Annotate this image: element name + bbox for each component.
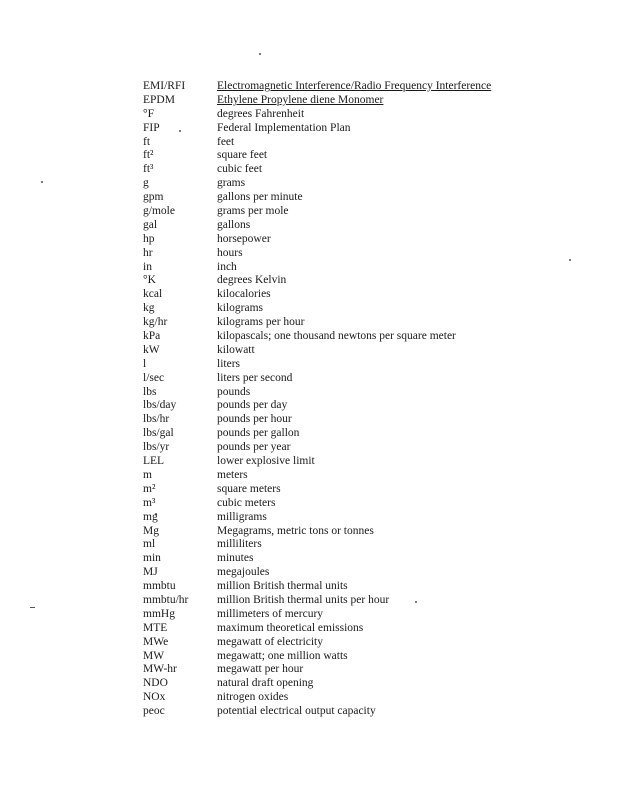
abbreviation: kg/hr xyxy=(143,316,168,329)
definition: kilograms per hour xyxy=(217,316,305,329)
abbreviation: mmbtu xyxy=(143,580,176,593)
glossary-row xyxy=(143,372,543,386)
definition: Federal Implementation Plan xyxy=(217,121,351,134)
glossary-row xyxy=(143,677,543,691)
definition: natural draft opening xyxy=(217,677,314,690)
abbreviation: NDO xyxy=(143,677,168,690)
definition: Megagrams, metric tons or tonnes xyxy=(217,524,374,537)
abbreviation: g xyxy=(143,177,149,190)
definition: potential electrical output capacity xyxy=(217,705,376,718)
glossary-row xyxy=(143,622,543,636)
glossary-row xyxy=(143,650,543,664)
glossary-row xyxy=(143,705,543,719)
abbreviation: mmbtu/hr xyxy=(143,593,189,606)
glossary-row xyxy=(143,261,543,275)
definition: milligrams xyxy=(217,510,267,523)
glossary-row xyxy=(143,399,543,413)
glossary-row xyxy=(143,497,543,511)
definition: megawatt per hour xyxy=(217,663,304,676)
definition: gallons per minute xyxy=(217,191,303,204)
abbreviation: ml xyxy=(143,538,156,551)
definition: Electromagnetic Interference/Radio Frequency Interference xyxy=(217,80,492,92)
definition: megawatt of electricity xyxy=(217,635,324,648)
definition: minutes xyxy=(217,552,254,565)
glossary-row xyxy=(143,358,543,372)
glossary-row xyxy=(143,538,543,552)
abbreviation: min xyxy=(143,552,161,565)
definition: feet xyxy=(217,135,235,148)
glossary-row xyxy=(143,691,543,705)
glossary-row xyxy=(143,386,543,400)
abbreviation: gpm xyxy=(143,191,164,204)
definition: million British thermal units per hour xyxy=(217,593,390,606)
definition: liters per second xyxy=(217,371,293,384)
abbreviation: m xyxy=(143,468,152,481)
abbreviation: MTE xyxy=(143,621,168,634)
glossary-row xyxy=(143,108,543,122)
abbreviation: FIP xyxy=(143,121,160,134)
abbreviation: ft² xyxy=(143,149,154,162)
abbreviation: hr xyxy=(143,246,153,259)
glossary-row xyxy=(143,163,543,177)
definition: liters xyxy=(217,357,240,370)
definition: pounds per gallon xyxy=(217,427,300,440)
glossary-row xyxy=(143,136,543,150)
definition: square meters xyxy=(217,482,281,495)
glossary-row xyxy=(143,511,543,525)
abbreviation: NOx xyxy=(143,691,166,704)
abbreviation: MWe xyxy=(143,635,169,648)
definition: Ethylene Propylene diene Monomer xyxy=(217,93,384,106)
glossary-row xyxy=(143,302,543,316)
abbreviation: kW xyxy=(143,343,160,356)
glossary-row xyxy=(143,149,543,163)
scan-speck xyxy=(259,53,261,55)
glossary-row xyxy=(143,247,543,261)
glossary-row xyxy=(143,344,543,358)
glossary-row xyxy=(143,427,543,441)
glossary-row xyxy=(143,663,543,677)
abbreviation: kcal xyxy=(143,288,163,301)
definition: kilowatt xyxy=(217,343,255,356)
definition: grams per mole xyxy=(217,205,289,218)
definition: inch xyxy=(217,260,237,273)
abbreviation: hp xyxy=(143,232,155,245)
abbreviation: lbs xyxy=(143,385,157,398)
abbreviation: lbs/day xyxy=(143,399,177,412)
abbreviation: MJ xyxy=(143,566,158,579)
abbreviation: MW xyxy=(143,649,165,662)
glossary-row xyxy=(143,191,543,205)
glossary-row xyxy=(143,483,543,497)
abbreviation: Mg xyxy=(143,524,159,537)
abbreviation: °F xyxy=(143,107,154,120)
abbreviation: kg xyxy=(143,302,155,315)
abbreviation: peoc xyxy=(143,705,165,718)
glossary-row xyxy=(143,219,543,233)
glossary-row xyxy=(143,636,543,650)
glossary-row xyxy=(143,80,543,94)
definition: maximum theoretical emissions xyxy=(217,621,364,634)
abbreviation: lbs/gal xyxy=(143,427,174,440)
glossary-row xyxy=(143,177,543,191)
glossary-row xyxy=(143,413,543,427)
definition: nitrogen oxides xyxy=(217,691,289,704)
glossary-row xyxy=(143,525,543,539)
abbreviation: ft³ xyxy=(143,163,154,176)
scan-speck xyxy=(569,259,571,261)
definition: megawatt; one million watts xyxy=(217,649,348,662)
glossary-row xyxy=(143,233,543,247)
abbreviation: l/sec xyxy=(143,371,165,384)
definition: pounds per day xyxy=(217,399,288,412)
definition: horsepower xyxy=(217,232,271,245)
glossary-row xyxy=(143,566,543,580)
abbreviation: kPa xyxy=(143,330,161,343)
glossary-row xyxy=(143,441,543,455)
glossary-row xyxy=(143,94,543,108)
abbreviation: m² xyxy=(143,482,156,495)
definition: pounds per year xyxy=(217,441,291,454)
definition: million British thermal units xyxy=(217,580,348,593)
definition: milliliters xyxy=(217,538,262,551)
abbreviation: mg xyxy=(143,510,158,523)
definition: kilocalories xyxy=(217,288,271,301)
definition: pounds xyxy=(217,385,251,398)
abbreviation: l xyxy=(143,357,147,370)
abbreviation: lbs/hr xyxy=(143,413,170,426)
glossary-row xyxy=(143,455,543,469)
glossary-row xyxy=(143,330,543,344)
abbreviation: MW-hr xyxy=(143,663,177,676)
abbreviation: in xyxy=(143,260,152,273)
glossary-row xyxy=(143,580,543,594)
glossary-row xyxy=(143,608,543,622)
abbreviation: gal xyxy=(143,218,158,231)
abbreviation: LEL xyxy=(143,455,165,468)
abbreviation: g/mole xyxy=(143,205,175,218)
definition: millimeters of mercury xyxy=(217,607,324,620)
definition: cubic feet xyxy=(217,163,263,176)
abbreviation: EMI/RFI xyxy=(143,80,186,92)
definition: hours xyxy=(217,246,243,259)
scan-speck xyxy=(30,607,35,608)
definition: meters xyxy=(217,468,248,481)
glossary-row xyxy=(143,469,543,483)
glossary-row xyxy=(143,316,543,330)
definition: kilograms xyxy=(217,302,263,315)
definition: square feet xyxy=(217,149,268,162)
glossary-row xyxy=(143,552,543,566)
abbreviation: m³ xyxy=(143,496,156,509)
abbreviation: EPDM xyxy=(143,93,175,106)
definition: pounds per hour xyxy=(217,413,292,426)
glossary-row xyxy=(143,205,543,219)
scan-speck xyxy=(41,181,43,183)
definition: lower explosive limit xyxy=(217,455,315,468)
definition: kilopascals; one thousand newtons per square meter xyxy=(217,330,456,343)
glossary-row xyxy=(143,274,543,288)
definition: grams xyxy=(217,177,246,190)
glossary-row xyxy=(143,594,543,608)
definition: degrees Kelvin xyxy=(217,274,287,287)
definition: cubic meters xyxy=(217,496,276,509)
glossary-row xyxy=(143,122,543,136)
abbreviation: lbs/yr xyxy=(143,441,170,454)
abbreviation: °K xyxy=(143,274,156,287)
abbreviation: ft xyxy=(143,135,151,148)
abbreviations-list xyxy=(143,80,543,719)
definition: degrees Fahrenheit xyxy=(217,107,305,120)
definition: megajoules xyxy=(217,566,270,579)
definition: gallons xyxy=(217,218,251,231)
abbreviation: mmHg xyxy=(143,607,175,620)
glossary-row xyxy=(143,288,543,302)
